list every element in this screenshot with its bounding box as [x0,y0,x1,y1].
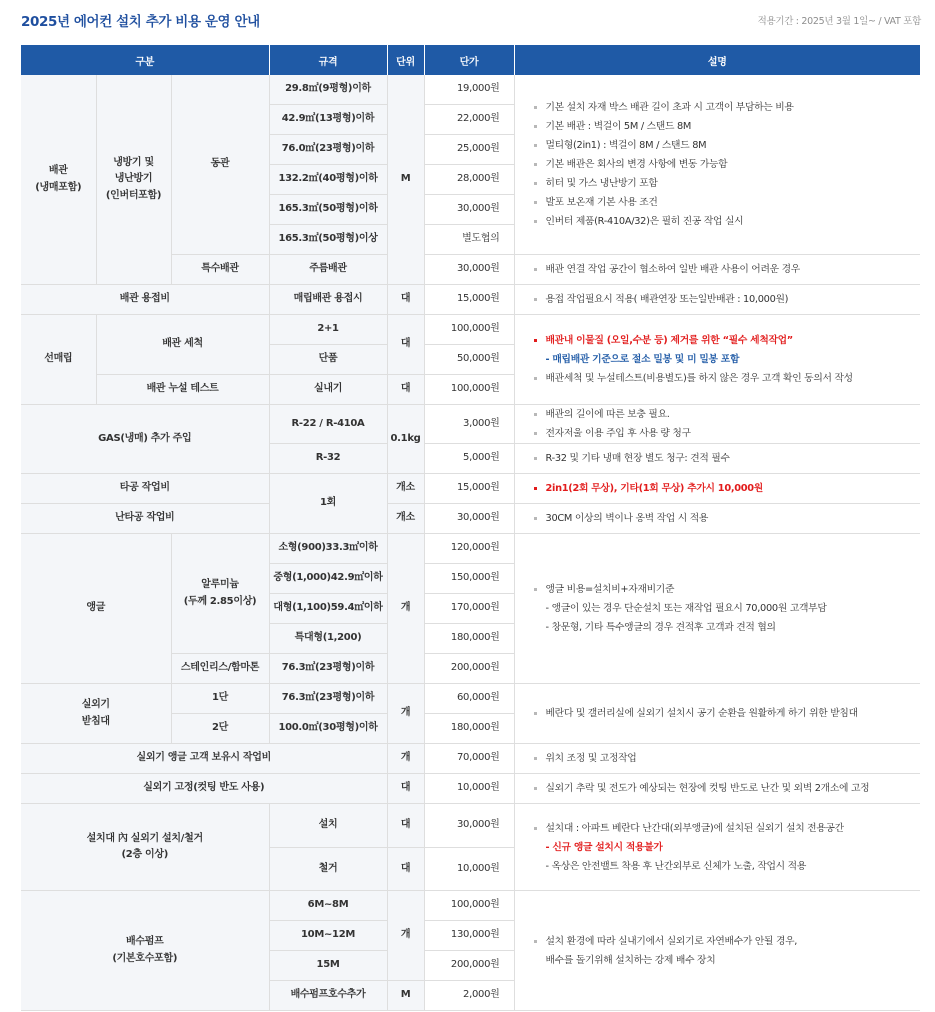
unit-cell: 개 [387,744,424,774]
spec-cell: 특대형(1,200) [269,624,387,654]
table-row [21,315,920,345]
spec-cell: 29.8㎡(9평형)이하 [269,75,387,105]
own-angle-category: 실외기 앵글 고객 보유시 작업비 [21,744,387,774]
angle-desc: 앵글 비용=설치비+자재비기준 - 앵글이 있는 경우 단순설치 또는 재작업 필요시 70,000원 고객부담 - 창문형, 기타 특수앵글의 경우 견적후 고객과 견적 협의 [514,534,920,684]
unit-cell: M [387,981,424,1011]
unit-cell: 개 [387,534,424,684]
pipe-desc: 기본 설치 자재 박스 배관 길이 초과 시 고객이 부담하는 비용 기본 배관 : 벽걸이 5M / 스탠드 8M 멀티형(2in1) : 벽걸이 8M / 스탠드 8M 기본 배관은 회사의 변경 사항에 변동 가능함 히터 및 가스 냉난방기 포함 발포 보온재 기본 사용 조건 인버터 제품(R-410A/32)은 필히 진공 작업 실시 [514,75,920,255]
spec-cell: 단품 [269,345,387,375]
price-cell: 22,000원 [424,105,514,135]
spec-cell: 76.3㎡(23평형)이하 [269,684,387,714]
pipe-category: 배관 (냉매포함) [21,75,96,285]
unit-cell: M [387,75,424,285]
price-cell: 30,000원 [424,195,514,225]
desc-cell: 배관의 길이에 따른 보충 필요. 전자저울 이용 주입 후 사용 량 청구 [514,405,920,444]
table-header-row [21,45,920,75]
table-row [21,285,920,315]
unit-cell: 대 [387,375,424,405]
unit-cell: 대 [387,804,424,848]
spec-cell: 165.3㎡(50평형)이하 [269,195,387,225]
table-row [21,744,920,774]
spec-cell: 설치 [269,804,387,848]
price-cell: 200,000원 [424,951,514,981]
unit-cell: 대 [387,774,424,804]
price-cell: 2,000원 [424,981,514,1011]
stand-desc: 베란다 및 갤러리실에 실외기 설치시 공기 순환을 원활하게 하기 위한 받침대 [514,684,920,744]
spec-cell: 매립배관 용접시 [269,285,387,315]
table-row [21,75,920,105]
table-row [21,504,920,534]
price-cell: 10,000원 [424,774,514,804]
price-cell: 180,000원 [424,714,514,744]
spec-cell: 165.3㎡(50평형)이상 [269,225,387,255]
price-cell: 100,000원 [424,891,514,921]
col-desc: 설명 [514,45,920,75]
spec-cell: 10M~12M [269,921,387,951]
pump-desc: 설치 환경에 따라 실내기에서 실외기로 자연배수가 안될 경우, 배수를 돌기위해 설치하는 강제 배수 장치 [514,891,920,1011]
price-cell: 별도협의 [424,225,514,255]
rack-category: 설치대 內 실외기 설치/철거 (2층 이상) [21,804,269,891]
price-cell: 120,000원 [424,534,514,564]
spec-cell: 2+1 [269,315,387,345]
drill-category: 타공 작업비 [21,474,269,504]
price-cell: 15,000원 [424,474,514,504]
spec-cell: 중형(1,000)42.9㎡이하 [269,564,387,594]
spec-cell: 대형(1,100)59.4㎡이하 [269,594,387,624]
desc-cell: 위치 조정 및 고정작업 [514,744,920,774]
unit-cell: 개 [387,684,424,744]
price-cell: 30,000원 [424,504,514,534]
spec-cell: R-22 / R-410A [269,405,387,444]
desc-cell: 용접 작업필요시 적용( 배관연장 또는일반배관 : 10,000원) [514,285,920,315]
desc-cell: 배관 연결 작업 공간이 협소하여 일반 배관 사용이 어려운 경우 [514,255,920,285]
price-cell: 28,000원 [424,165,514,195]
price-cell: 170,000원 [424,594,514,624]
hard-drill-category: 난타공 작업비 [21,504,269,534]
price-cell: 100,000원 [424,375,514,405]
unit-cell: 대 [387,285,424,315]
table-row [21,534,920,564]
desc-cell: 30CM 이상의 벽이나 옹벽 작업 시 적용 [514,504,920,534]
rack-desc: 설치대 : 아파트 베란다 난간대(외부앵글)에 설치된 실외기 설치 전용공간 - 신규 앵글 설치시 적용불가 - 옥상은 안전밸트 착용 후 난간외부로 신체가 노출, 작업시 적용 [514,804,920,891]
price-cell: 10,000원 [424,848,514,891]
spec-cell: 6M~8M [269,891,387,921]
price-cell: 5,000원 [424,444,514,474]
tier-cell: 1단 [171,684,269,714]
table-row [21,804,920,848]
unit-cell: 0.1kg [387,405,424,474]
price-cell: 30,000원 [424,255,514,285]
unit-cell: 개소 [387,504,424,534]
price-cell: 130,000원 [424,921,514,951]
price-cell: 3,000원 [424,405,514,444]
spec-cell: 배수펌프호수추가 [269,981,387,1011]
pipe-type: 동관 [171,75,269,255]
unit-cell: 개 [387,891,424,981]
price-cell: 180,000원 [424,624,514,654]
spec-cell: 15M [269,951,387,981]
col-unit: 단위 [387,45,424,75]
col-price: 단가 [424,45,514,75]
weld-category: 배관 용접비 [21,285,269,315]
pipe-subcategory: 냉방기 및 냉난방기 (인버터포함) [96,75,171,285]
table-row [21,774,920,804]
unit-cell: 대 [387,848,424,891]
price-cell: 19,000원 [424,75,514,105]
desc-cell: 2in1(2회 무상), 기타(1회 무상) 추가시 10,000원 [514,474,920,504]
leak-test-category: 배관 누설 테스트 [96,375,269,405]
price-cell: 200,000원 [424,654,514,684]
spec-cell: 42.9㎡(13평형)이하 [269,105,387,135]
embed-desc: 배관내 이물질 (오일,수분 등) 제거를 위한 “필수 세척작업” - 매립배관 기준으로 절소 밀봉 및 미 밀봉 포함 배관세척 및 누설테스트(비용별도)를 하지 않은 경우 고객 확인 동의서 작성 [514,315,920,405]
spec-cell: 76.0㎡(23평형)이하 [269,135,387,165]
price-cell: 60,000원 [424,684,514,714]
unit-cell: 개소 [387,474,424,504]
price-cell: 15,000원 [424,285,514,315]
tier-cell: 2단 [171,714,269,744]
spec-cell: 철거 [269,848,387,891]
spec-cell: 소형(900)33.3㎡이하 [269,534,387,564]
wash-category: 배관 세척 [96,315,269,375]
angle-category: 앵글 [21,534,171,684]
price-cell: 25,000원 [424,135,514,165]
price-cell: 100,000원 [424,315,514,345]
gas-category: GAS(냉매) 추가 주입 [21,405,269,474]
price-cell: 150,000원 [424,564,514,594]
table-row [21,405,920,444]
col-spec: 규격 [269,45,387,75]
col-category: 구분 [21,45,269,75]
table-row [21,474,920,504]
price-cell: 50,000원 [424,345,514,375]
fix-category: 실외기 고정(컷팅 반도 사용) [21,774,387,804]
spec-cell: 1회 [269,474,387,534]
spec-cell: 실내기 [269,375,387,405]
desc-cell: 실외기 추락 및 전도가 예상되는 현장에 컷팅 반도로 난간 및 외벽 2개소에 고정 [514,774,920,804]
spec-cell: 주름배관 [269,255,387,285]
pump-category: 배수펌프 (기본호수포함) [21,891,269,1011]
stainless-category: 스테인리스/함마톤 [171,654,269,684]
table-row [21,891,920,921]
stand-category: 실외기 받침대 [21,684,171,744]
unit-cell: 대 [387,315,424,375]
desc-cell: R-32 및 기타 냉매 현장 별도 청구: 견적 필수 [514,444,920,474]
spec-cell: 76.3㎡(23평형)이하 [269,654,387,684]
table-row [21,684,920,714]
price-cell: 30,000원 [424,804,514,848]
spec-cell: R-32 [269,444,387,474]
page-header [0,0,935,44]
embed-category: 선매립 [21,315,96,405]
apply-period: 적용기간 : 2025년 3월 1일~ / VAT 포함 [757,16,921,27]
special-pipe-category: 특수배관 [171,255,269,285]
aluminum-category: 알루미늄 (두께 2.85이상) [171,534,269,654]
page-title: 2025년 에어컨 설치 추가 비용 운영 안내 [21,14,260,30]
spec-cell: 100.0㎡(30평형)이하 [269,714,387,744]
spec-cell: 132.2㎡(40평형)이하 [269,165,387,195]
price-cell: 70,000원 [424,744,514,774]
cost-table [21,45,920,1011]
